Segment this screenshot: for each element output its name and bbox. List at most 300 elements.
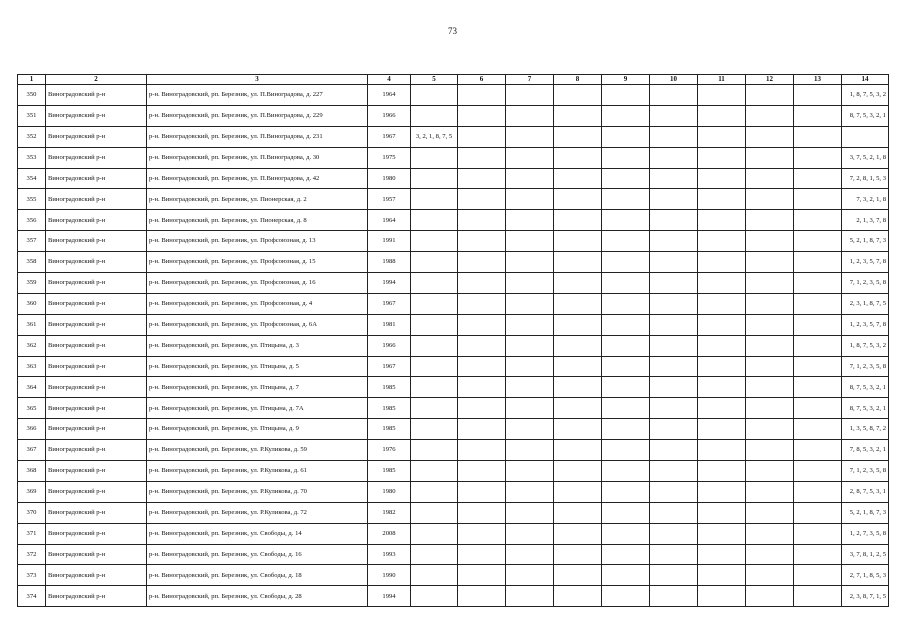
year-cell: 1988 <box>368 252 411 273</box>
table-row <box>18 440 889 461</box>
table-row <box>18 481 889 502</box>
column-11-cell <box>698 147 746 168</box>
address-cell: р-н. Виноградовский, рп. Березник, ул. П.Виноградова, д. 231 <box>147 126 368 147</box>
district-cell: Виноградовский р-н <box>46 126 147 147</box>
column-6-cell <box>458 419 506 440</box>
address-cell: р-н. Виноградовский, рп. Березник, ул. Р.Куликова, д. 61 <box>147 461 368 482</box>
column-8-cell <box>554 273 602 294</box>
year-cell: 1982 <box>368 502 411 523</box>
district-cell: Виноградовский р-н <box>46 377 147 398</box>
district-cell: Виноградовский р-н <box>46 210 147 231</box>
column-header: 12 <box>746 75 794 85</box>
column-9-cell <box>602 502 650 523</box>
column-14-cell: 1, 8, 7, 5, 3, 2 <box>842 335 889 356</box>
column-12-cell <box>746 293 794 314</box>
row-number-cell: 352 <box>18 126 46 147</box>
column-9-cell <box>602 85 650 106</box>
column-13-cell <box>794 147 842 168</box>
column-7-cell <box>506 586 554 607</box>
column-10-cell <box>650 126 698 147</box>
column-10-cell <box>650 314 698 335</box>
column-12-cell <box>746 126 794 147</box>
row-number-cell: 374 <box>18 586 46 607</box>
column-5-cell <box>411 293 458 314</box>
column-7-cell <box>506 189 554 210</box>
district-cell: Виноградовский р-н <box>46 189 147 210</box>
column-12-cell <box>746 273 794 294</box>
column-7-cell <box>506 210 554 231</box>
column-5-cell <box>411 502 458 523</box>
column-14-cell: 3, 7, 8, 1, 2, 5 <box>842 544 889 565</box>
column-14-cell: 1, 2, 7, 3, 5, 8 <box>842 523 889 544</box>
table-row <box>18 231 889 252</box>
address-cell: р-н. Виноградовский, рп. Березник, ул. Р.Куликова, д. 70 <box>147 481 368 502</box>
column-6-cell <box>458 502 506 523</box>
column-13-cell <box>794 126 842 147</box>
column-7-cell <box>506 523 554 544</box>
column-6-cell <box>458 231 506 252</box>
year-cell: 1975 <box>368 147 411 168</box>
table-row <box>18 419 889 440</box>
column-14-cell: 2, 3, 1, 8, 7, 5 <box>842 293 889 314</box>
column-14-cell: 1, 2, 3, 5, 7, 8 <box>842 252 889 273</box>
column-9-cell <box>602 335 650 356</box>
row-number-cell: 371 <box>18 523 46 544</box>
column-9-cell <box>602 147 650 168</box>
column-8-cell <box>554 356 602 377</box>
column-13-cell <box>794 314 842 335</box>
column-11-cell <box>698 105 746 126</box>
page-number: 73 <box>448 26 457 36</box>
table-row <box>18 565 889 586</box>
district-cell: Виноградовский р-н <box>46 398 147 419</box>
table-row <box>18 398 889 419</box>
column-11-cell <box>698 252 746 273</box>
year-cell: 1993 <box>368 544 411 565</box>
column-12-cell <box>746 377 794 398</box>
column-12-cell <box>746 252 794 273</box>
address-cell: р-н. Виноградовский, рп. Березник, ул. Профсоюзная, д. 16 <box>147 273 368 294</box>
row-number-cell: 356 <box>18 210 46 231</box>
column-14-cell: 7, 1, 2, 3, 5, 8 <box>842 356 889 377</box>
column-7-cell <box>506 126 554 147</box>
row-number-cell: 350 <box>18 85 46 106</box>
column-9-cell <box>602 440 650 461</box>
column-12-cell <box>746 419 794 440</box>
column-13-cell <box>794 252 842 273</box>
column-5-cell <box>411 461 458 482</box>
column-11-cell <box>698 565 746 586</box>
column-6-cell <box>458 586 506 607</box>
column-6-cell <box>458 252 506 273</box>
district-cell: Виноградовский р-н <box>46 168 147 189</box>
column-13-cell <box>794 168 842 189</box>
column-11-cell <box>698 481 746 502</box>
column-13-cell <box>794 105 842 126</box>
year-cell: 1991 <box>368 231 411 252</box>
row-number-cell: 366 <box>18 419 46 440</box>
column-13-cell <box>794 502 842 523</box>
row-number-cell: 351 <box>18 105 46 126</box>
column-12-cell <box>746 335 794 356</box>
column-11-cell <box>698 168 746 189</box>
column-header: 9 <box>602 75 650 85</box>
column-7-cell <box>506 147 554 168</box>
row-number-cell: 359 <box>18 273 46 294</box>
column-14-cell: 1, 8, 7, 5, 3, 2 <box>842 85 889 106</box>
address-cell: р-н. Виноградовский, рп. Березник, ул. Профсоюзная, д. 4 <box>147 293 368 314</box>
district-cell: Виноградовский р-н <box>46 502 147 523</box>
column-10-cell <box>650 105 698 126</box>
column-5-cell <box>411 231 458 252</box>
address-cell: р-н. Виноградовский, рп. Березник, ул. Свободы, д. 18 <box>147 565 368 586</box>
column-13-cell <box>794 398 842 419</box>
column-5-cell <box>411 481 458 502</box>
header-row <box>18 75 889 85</box>
address-cell: р-н. Виноградовский, рп. Березник, ул. Птицына, д. 5 <box>147 356 368 377</box>
table-row <box>18 461 889 482</box>
column-7-cell <box>506 440 554 461</box>
column-8-cell <box>554 231 602 252</box>
year-cell: 1957 <box>368 189 411 210</box>
column-10-cell <box>650 544 698 565</box>
column-9-cell <box>602 168 650 189</box>
address-cell: р-н. Виноградовский, рп. Березник, ул. Профсоюзная, д. 6А <box>147 314 368 335</box>
column-header: 14 <box>842 75 889 85</box>
row-number-cell: 361 <box>18 314 46 335</box>
column-5-cell <box>411 105 458 126</box>
column-8-cell <box>554 293 602 314</box>
column-8-cell <box>554 586 602 607</box>
address-cell: р-н. Виноградовский, рп. Березник, ул. Птицына, д. 3 <box>147 335 368 356</box>
address-cell: р-н. Виноградовский, рп. Березник, ул. П.Виноградова, д. 229 <box>147 105 368 126</box>
column-8-cell <box>554 481 602 502</box>
column-13-cell <box>794 293 842 314</box>
column-10-cell <box>650 231 698 252</box>
column-9-cell <box>602 461 650 482</box>
column-9-cell <box>602 377 650 398</box>
year-cell: 1980 <box>368 168 411 189</box>
column-10-cell <box>650 252 698 273</box>
table-row <box>18 147 889 168</box>
column-12-cell <box>746 565 794 586</box>
column-10-cell <box>650 356 698 377</box>
table-row <box>18 377 889 398</box>
column-header: 13 <box>794 75 842 85</box>
column-11-cell <box>698 189 746 210</box>
address-cell: р-н. Виноградовский, рп. Березник, ул. Птицына, д. 7 <box>147 377 368 398</box>
column-8-cell <box>554 523 602 544</box>
column-13-cell <box>794 210 842 231</box>
year-cell: 1980 <box>368 481 411 502</box>
column-11-cell <box>698 293 746 314</box>
column-11-cell <box>698 356 746 377</box>
column-14-cell: 2, 7, 1, 8, 5, 3 <box>842 565 889 586</box>
column-14-cell: 7, 1, 2, 3, 5, 8 <box>842 273 889 294</box>
column-header: 8 <box>554 75 602 85</box>
column-14-cell: 7, 2, 8, 1, 5, 3 <box>842 168 889 189</box>
column-9-cell <box>602 252 650 273</box>
column-9-cell <box>602 126 650 147</box>
column-header: 10 <box>650 75 698 85</box>
address-cell: р-н. Виноградовский, рп. Березник, ул. Птицына, д. 9 <box>147 419 368 440</box>
column-13-cell <box>794 356 842 377</box>
column-7-cell <box>506 314 554 335</box>
column-7-cell <box>506 398 554 419</box>
district-cell: Виноградовский р-н <box>46 252 147 273</box>
column-13-cell <box>794 481 842 502</box>
year-cell: 1966 <box>368 105 411 126</box>
column-13-cell <box>794 85 842 106</box>
column-8-cell <box>554 419 602 440</box>
column-6-cell <box>458 105 506 126</box>
column-header: 3 <box>147 75 368 85</box>
column-14-cell: 5, 2, 1, 8, 7, 3 <box>842 231 889 252</box>
column-6-cell <box>458 377 506 398</box>
column-7-cell <box>506 168 554 189</box>
district-cell: Виноградовский р-н <box>46 335 147 356</box>
column-header: 2 <box>46 75 147 85</box>
column-10-cell <box>650 273 698 294</box>
address-cell: р-н. Виноградовский, рп. Березник, ул. Свободы, д. 16 <box>147 544 368 565</box>
year-cell: 1981 <box>368 314 411 335</box>
column-9-cell <box>602 481 650 502</box>
column-10-cell <box>650 398 698 419</box>
column-12-cell <box>746 502 794 523</box>
column-9-cell <box>602 273 650 294</box>
district-cell: Виноградовский р-н <box>46 481 147 502</box>
row-number-cell: 369 <box>18 481 46 502</box>
column-9-cell <box>602 231 650 252</box>
column-11-cell <box>698 231 746 252</box>
column-13-cell <box>794 273 842 294</box>
column-6-cell <box>458 356 506 377</box>
column-10-cell <box>650 502 698 523</box>
district-cell: Виноградовский р-н <box>46 356 147 377</box>
column-6-cell <box>458 210 506 231</box>
column-13-cell <box>794 419 842 440</box>
row-number-cell: 354 <box>18 168 46 189</box>
table-row <box>18 85 889 106</box>
row-number-cell: 358 <box>18 252 46 273</box>
column-5-cell <box>411 189 458 210</box>
column-8-cell <box>554 377 602 398</box>
column-11-cell <box>698 335 746 356</box>
address-cell: р-н. Виноградовский, рп. Березник, ул. Профсоюзная, д. 15 <box>147 252 368 273</box>
year-cell: 1964 <box>368 210 411 231</box>
column-10-cell <box>650 168 698 189</box>
column-12-cell <box>746 440 794 461</box>
column-6-cell <box>458 314 506 335</box>
column-11-cell <box>698 523 746 544</box>
column-14-cell: 8, 7, 5, 3, 2, 1 <box>842 377 889 398</box>
row-number-cell: 367 <box>18 440 46 461</box>
column-14-cell: 8, 7, 5, 3, 2, 1 <box>842 398 889 419</box>
address-cell: р-н. Виноградовский, рп. Березник, ул. Р.Куликова, д. 59 <box>147 440 368 461</box>
column-9-cell <box>602 523 650 544</box>
year-cell: 1994 <box>368 586 411 607</box>
column-header: 4 <box>368 75 411 85</box>
column-14-cell: 7, 1, 2, 3, 5, 8 <box>842 461 889 482</box>
district-cell: Виноградовский р-н <box>46 293 147 314</box>
column-10-cell <box>650 523 698 544</box>
column-6-cell <box>458 565 506 586</box>
column-11-cell <box>698 586 746 607</box>
year-cell: 1990 <box>368 565 411 586</box>
column-7-cell <box>506 481 554 502</box>
column-header: 7 <box>506 75 554 85</box>
column-5-cell <box>411 398 458 419</box>
column-13-cell <box>794 335 842 356</box>
column-11-cell <box>698 85 746 106</box>
year-cell: 1967 <box>368 126 411 147</box>
address-cell: р-н. Виноградовский, рп. Березник, ул. Профсоюзная, д. 13 <box>147 231 368 252</box>
column-11-cell <box>698 544 746 565</box>
year-cell: 1985 <box>368 398 411 419</box>
column-10-cell <box>650 419 698 440</box>
table-row <box>18 335 889 356</box>
row-number-cell: 357 <box>18 231 46 252</box>
column-12-cell <box>746 356 794 377</box>
column-13-cell <box>794 189 842 210</box>
table-row <box>18 502 889 523</box>
column-11-cell <box>698 210 746 231</box>
district-cell: Виноградовский р-н <box>46 147 147 168</box>
column-header: 6 <box>458 75 506 85</box>
district-cell: Виноградовский р-н <box>46 105 147 126</box>
column-13-cell <box>794 377 842 398</box>
table-row <box>18 273 889 294</box>
column-7-cell <box>506 252 554 273</box>
district-cell: Виноградовский р-н <box>46 461 147 482</box>
column-14-cell: 2, 3, 8, 7, 1, 5 <box>842 586 889 607</box>
column-6-cell <box>458 126 506 147</box>
column-14-cell: 8, 7, 5, 3, 2, 1 <box>842 105 889 126</box>
year-cell: 1985 <box>368 461 411 482</box>
column-6-cell <box>458 147 506 168</box>
year-cell: 1967 <box>368 356 411 377</box>
table-row <box>18 189 889 210</box>
district-cell: Виноградовский р-н <box>46 231 147 252</box>
row-number-cell: 373 <box>18 565 46 586</box>
column-5-cell <box>411 273 458 294</box>
column-header: 1 <box>18 75 46 85</box>
column-7-cell <box>506 419 554 440</box>
column-10-cell <box>650 586 698 607</box>
column-8-cell <box>554 85 602 106</box>
column-12-cell <box>746 398 794 419</box>
address-cell: р-н. Виноградовский, рп. Березник, ул. Свободы, д. 28 <box>147 586 368 607</box>
column-5-cell <box>411 377 458 398</box>
year-cell: 2008 <box>368 523 411 544</box>
column-6-cell <box>458 440 506 461</box>
column-5-cell <box>411 440 458 461</box>
column-6-cell <box>458 189 506 210</box>
column-9-cell <box>602 210 650 231</box>
district-cell: Виноградовский р-н <box>46 85 147 106</box>
column-9-cell <box>602 565 650 586</box>
year-cell: 1985 <box>368 377 411 398</box>
column-9-cell <box>602 398 650 419</box>
column-8-cell <box>554 147 602 168</box>
column-5-cell <box>411 335 458 356</box>
column-7-cell <box>506 565 554 586</box>
column-12-cell <box>746 481 794 502</box>
column-13-cell <box>794 523 842 544</box>
column-12-cell <box>746 586 794 607</box>
column-13-cell <box>794 461 842 482</box>
column-6-cell <box>458 168 506 189</box>
column-9-cell <box>602 105 650 126</box>
column-12-cell <box>746 105 794 126</box>
column-10-cell <box>650 293 698 314</box>
column-9-cell <box>602 314 650 335</box>
column-13-cell <box>794 565 842 586</box>
column-8-cell <box>554 210 602 231</box>
column-10-cell <box>650 565 698 586</box>
column-header: 11 <box>698 75 746 85</box>
column-12-cell <box>746 85 794 106</box>
column-11-cell <box>698 419 746 440</box>
address-cell: р-н. Виноградовский, рп. Березник, ул. Пионерская, д. 8 <box>147 210 368 231</box>
column-5-cell <box>411 147 458 168</box>
district-cell: Виноградовский р-н <box>46 419 147 440</box>
column-14-cell: 5, 2, 1, 8, 7, 3 <box>842 502 889 523</box>
year-cell: 1967 <box>368 293 411 314</box>
column-7-cell <box>506 231 554 252</box>
column-8-cell <box>554 565 602 586</box>
column-13-cell <box>794 440 842 461</box>
column-10-cell <box>650 481 698 502</box>
column-9-cell <box>602 189 650 210</box>
address-cell: р-н. Виноградовский, рп. Березник, ул. Птицына, д. 7А <box>147 398 368 419</box>
year-cell: 1976 <box>368 440 411 461</box>
district-cell: Виноградовский р-н <box>46 544 147 565</box>
table-row <box>18 523 889 544</box>
column-11-cell <box>698 314 746 335</box>
column-10-cell <box>650 335 698 356</box>
row-number-cell: 372 <box>18 544 46 565</box>
column-8-cell <box>554 168 602 189</box>
column-14-cell: 1, 2, 3, 5, 7, 8 <box>842 314 889 335</box>
column-5-cell <box>411 544 458 565</box>
row-number-cell: 368 <box>18 461 46 482</box>
column-12-cell <box>746 210 794 231</box>
column-5-cell <box>411 168 458 189</box>
column-7-cell <box>506 502 554 523</box>
district-cell: Виноградовский р-н <box>46 565 147 586</box>
column-6-cell <box>458 293 506 314</box>
row-number-cell: 363 <box>18 356 46 377</box>
column-header: 5 <box>411 75 458 85</box>
district-cell: Виноградовский р-н <box>46 523 147 544</box>
column-10-cell <box>650 440 698 461</box>
column-6-cell <box>458 85 506 106</box>
year-cell: 1985 <box>368 419 411 440</box>
column-6-cell <box>458 273 506 294</box>
column-10-cell <box>650 210 698 231</box>
column-12-cell <box>746 544 794 565</box>
district-cell: Виноградовский р-н <box>46 586 147 607</box>
column-5-cell <box>411 586 458 607</box>
column-13-cell <box>794 544 842 565</box>
column-5-cell <box>411 523 458 544</box>
housing-registry-table <box>17 74 889 607</box>
column-8-cell <box>554 189 602 210</box>
column-7-cell <box>506 335 554 356</box>
column-11-cell <box>698 398 746 419</box>
column-5-cell <box>411 356 458 377</box>
